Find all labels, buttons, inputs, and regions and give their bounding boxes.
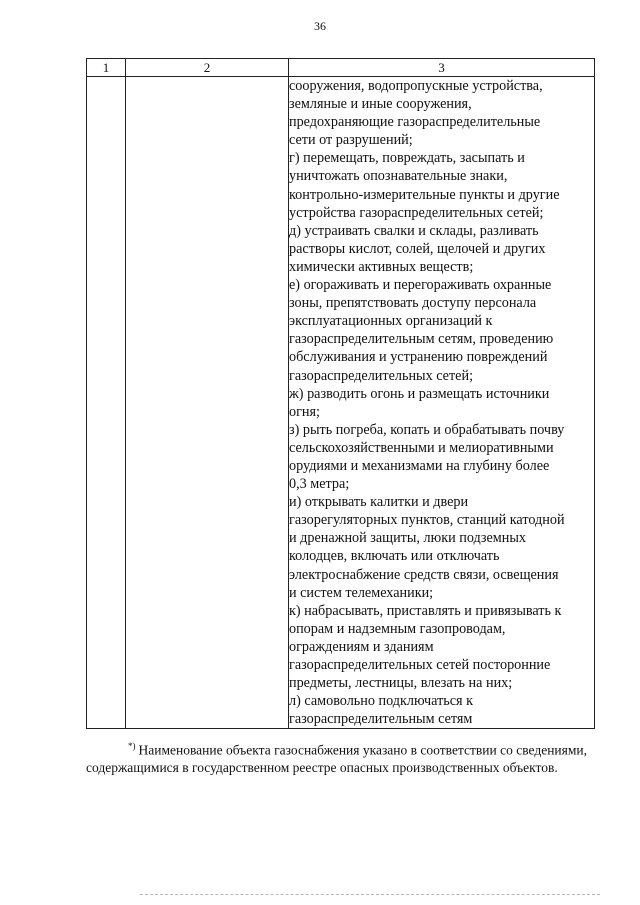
text-line: и дренажной защиты, люки подземных [289, 530, 526, 547]
cell-column-1 [87, 77, 126, 729]
text-line: колодцев, включать или отключать [289, 548, 500, 565]
cell-column-2 [126, 77, 289, 729]
text-line: и) открывать калитки и двери [289, 494, 469, 511]
requirements-table [86, 58, 595, 729]
text-line: уничтожать опознавательные знаки, [289, 168, 508, 185]
text-line: д) устраивать свалки и склады, разливать [289, 222, 539, 239]
footnote [86, 738, 587, 777]
text-line: л) самовольно подключаться к [289, 693, 474, 710]
text-line: к) набрасывать, приставлять и привязывать к [289, 602, 562, 619]
text-line: сооружения, водопропускные устройства, [289, 78, 543, 94]
column-header-2: 2 [126, 59, 289, 77]
text-line: устройства газораспределительных сетей; [289, 204, 544, 221]
text-line: газорегуляторных пунктов, станций катодной [289, 512, 565, 529]
scan-artifact-line [140, 894, 600, 898]
text-line: орудиями и механизмами на глубину более [289, 457, 550, 474]
text-line: сельскохозяйственными и мелиоративными [289, 439, 554, 456]
text-line: 0,3 метра; [289, 476, 350, 493]
text-line: г) перемещать, повреждать, засыпать и [289, 150, 525, 167]
text-line: химически активных веществ; [289, 258, 474, 275]
text-line: зоны, препятствовать доступу персонала [289, 295, 537, 312]
text-line: предохраняющие газораспределительные [289, 114, 541, 131]
cell-column-3 [289, 77, 595, 729]
footnote-marker: *) [128, 741, 136, 751]
column-header-3: 3 [289, 59, 595, 77]
page-number: 36 [314, 19, 326, 33]
text-line: газораспределительных сетей посторонние [289, 657, 551, 673]
table-row [87, 77, 595, 729]
text-line: газораспределительных сетей; [289, 367, 474, 384]
text-line: з) рыть погреба, копать и обрабатывать почву [289, 421, 565, 438]
text-line: земляные и иные сооружения, [289, 96, 472, 113]
text-line: сети от разрушений; [289, 132, 413, 149]
text-line: контрольно-измерительные пункты и другие [289, 186, 560, 203]
text-line: предметы, лестницы, влезать на них; [289, 675, 513, 692]
text-line: и систем телемеханики; [289, 584, 434, 601]
column-header-1: 1 [87, 59, 126, 77]
text-line: газораспределительным сетям, проведению [289, 331, 554, 348]
table-header-row [87, 59, 595, 77]
text-line: опорам и надземным газопроводам, [289, 620, 506, 637]
text-line: е) огораживать и перегораживать охранные [289, 277, 552, 294]
text-line: ж) разводить огонь и размещать источники [289, 385, 550, 402]
text-line: электроснабжение средств связи, освещения [289, 566, 559, 583]
text-line: газораспределительным сетям [289, 711, 473, 728]
text-line: ограждениям и зданиям [289, 638, 434, 655]
text-line: обслуживания и устранению повреждений [289, 349, 548, 366]
footnote-text: Наименование объекта газоснабжения указано в соответствии со сведениями, содержащимися в государственном реестре опасных производственных объектов. [86, 742, 587, 775]
text-line: растворы кислот, солей, щелочей и других [289, 240, 546, 257]
text-line: эксплуатационных организаций к [289, 313, 493, 330]
text-line: огня; [289, 403, 320, 420]
